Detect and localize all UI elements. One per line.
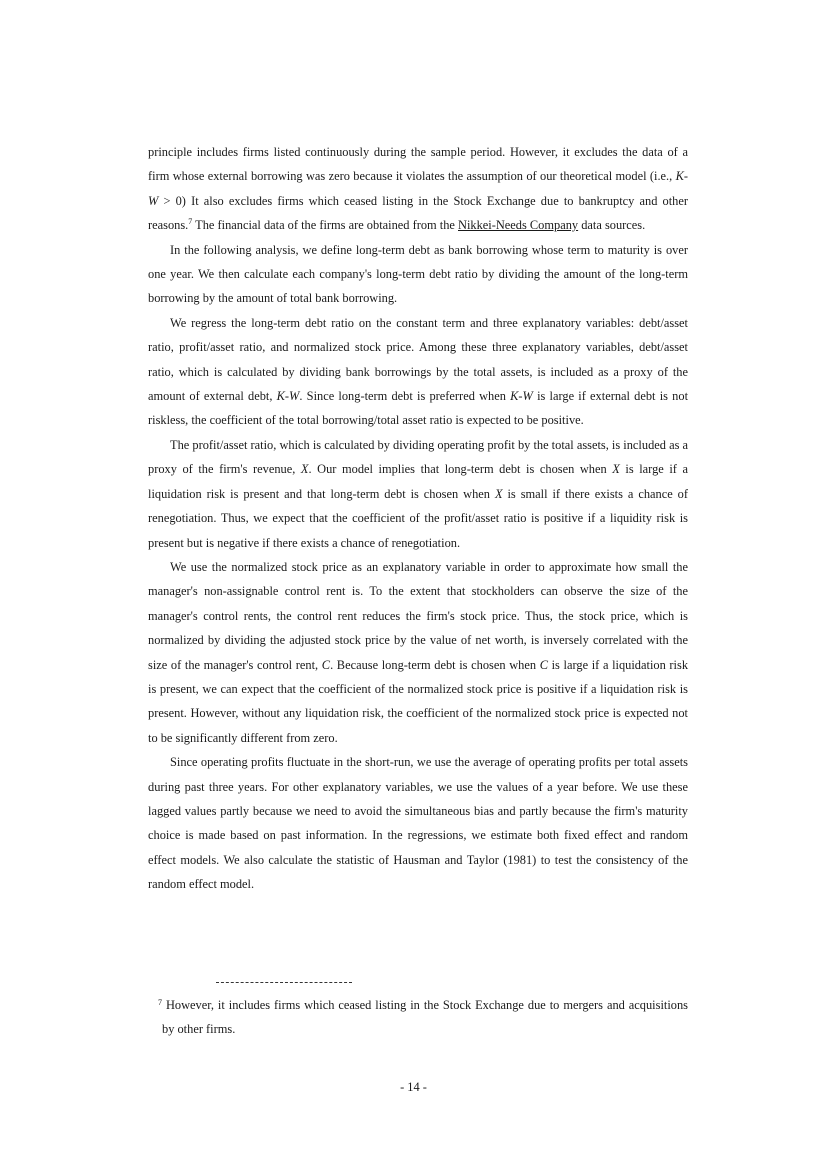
variable-x: X [612, 462, 620, 477]
footnote-number: 7 [158, 998, 162, 1007]
page-body [148, 140, 688, 897]
paragraph-4 [148, 433, 688, 555]
variable-c: C [321, 657, 331, 672]
paragraph-1-text-d: data sources. [578, 218, 646, 233]
footnote [158, 993, 688, 1041]
paragraph-5-text-b: . Because long-term debt is chosen when [330, 657, 540, 672]
paragraph-6: Since operating profits fluctuate in the short-run, we use the average of operating profits per total assets during past three years. For other explanatory variables, we use the values of a year before. We use these lagged values partly because we need to avoid the simultaneous bias and partly because the firm's maturity choice is made based on past information. In the regressions, we estimate both fixed effect and random effect models. We also calculate the statistic of Hausman and Taylor (1981) to test the consistency of the random effect model. [148, 755, 688, 892]
paragraph-5-text-c: is large if a liquidation risk is present, we can expect that the coefficient of the normalized stock price is positive if a liquidation risk is present. However, without any liquidation risk, the coefficient of the normalized stock price is expected not to be significantly different from zero. [148, 657, 689, 745]
paragraph-3-text-c: is large if external debt is not riskless, the coefficient of the total borrowing/total asset ratio is expected to be positive. [148, 389, 689, 428]
data-source-link[interactable]: Nikkei-Needs Company [458, 218, 579, 233]
paragraph-4-text-a: The profit/asset ratio, which is calculated by dividing operating profit by the total assets, is included as a proxy of the firm's revenue, [148, 437, 688, 477]
footnote-divider [216, 982, 352, 983]
variable-x: X [494, 486, 503, 501]
paragraph-1-text-b: > 0) It also excludes firms which ceased listing in the Stock Exchange due to bankruptcy and other reasons. [148, 193, 688, 233]
footnote-reference[interactable]: 7 [188, 217, 193, 227]
paragraph-3 [148, 311, 688, 433]
paragraph-5 [148, 555, 688, 750]
paragraph-1-text-a: principle includes firms listed continuously during the sample period. However, it excludes the data of a firm whose external borrowing was zero because it violates the assumption of our theoretical model (i.e., [148, 145, 688, 184]
paragraph-4-text-b: . Our model implies that long-term debt is chosen when [308, 462, 613, 477]
footnote-text: However, it includes firms which ceased listing in the Stock Exchange due to mergers and acquisitions by other firms. [162, 998, 688, 1036]
page-number: - 14 - [400, 1080, 427, 1094]
variable-kw: K-W [148, 169, 688, 208]
variable-x: X [300, 462, 309, 477]
variable-kw: K-W [510, 389, 533, 404]
paragraph-1 [148, 140, 688, 238]
paragraph-1-text-c: The financial data of the firms are obtained from the [192, 218, 458, 233]
paragraph-3-text-b: . Since long-term debt is preferred when [299, 389, 511, 404]
paragraph-4-text-d: is small if there exists a chance of renegotiation. Thus, we expect that the coefficient of the profit/asset ratio is positive if a liquidity risk is present but is negative if there exists a chance of renegotiation. [148, 486, 689, 550]
variable-kw: K-W [276, 389, 300, 404]
paragraph-5-text-a: We use the normalized stock price as an explanatory variable in order to approximate how small the manager's non-assignable control rent is. To the extent that stockholders can observe the size of the manager's control rents, the control rent reduces the firm's stock price. Thus, the stock price, which is normalized by dividing the adjusted stock price by the value of net worth, is inversely correlated with the size of the manager's control rent, [148, 559, 688, 672]
paragraph-4-text-c: is large if a liquidation risk is present and that long-term debt is chosen when [148, 462, 688, 501]
paragraph-2: In the following analysis, we define long-term debt as bank borrowing whose term to maturity is over one year. We then calculate each company's long-term debt ratio by dividing the amount of the long-term borrowing by the amount of total bank borrowing. [148, 242, 688, 306]
variable-c: C [539, 657, 548, 672]
paragraph-3-text-a: We regress the long-term debt ratio on the constant term and three explanatory variables: debt/asset ratio, profit/asset ratio, and normalized stock price. Among these three explanatory variables, debt/asset ratio, which is calculated by dividing bank borrowings by the total assets, is included as a proxy of the amount of external debt, [148, 315, 688, 404]
